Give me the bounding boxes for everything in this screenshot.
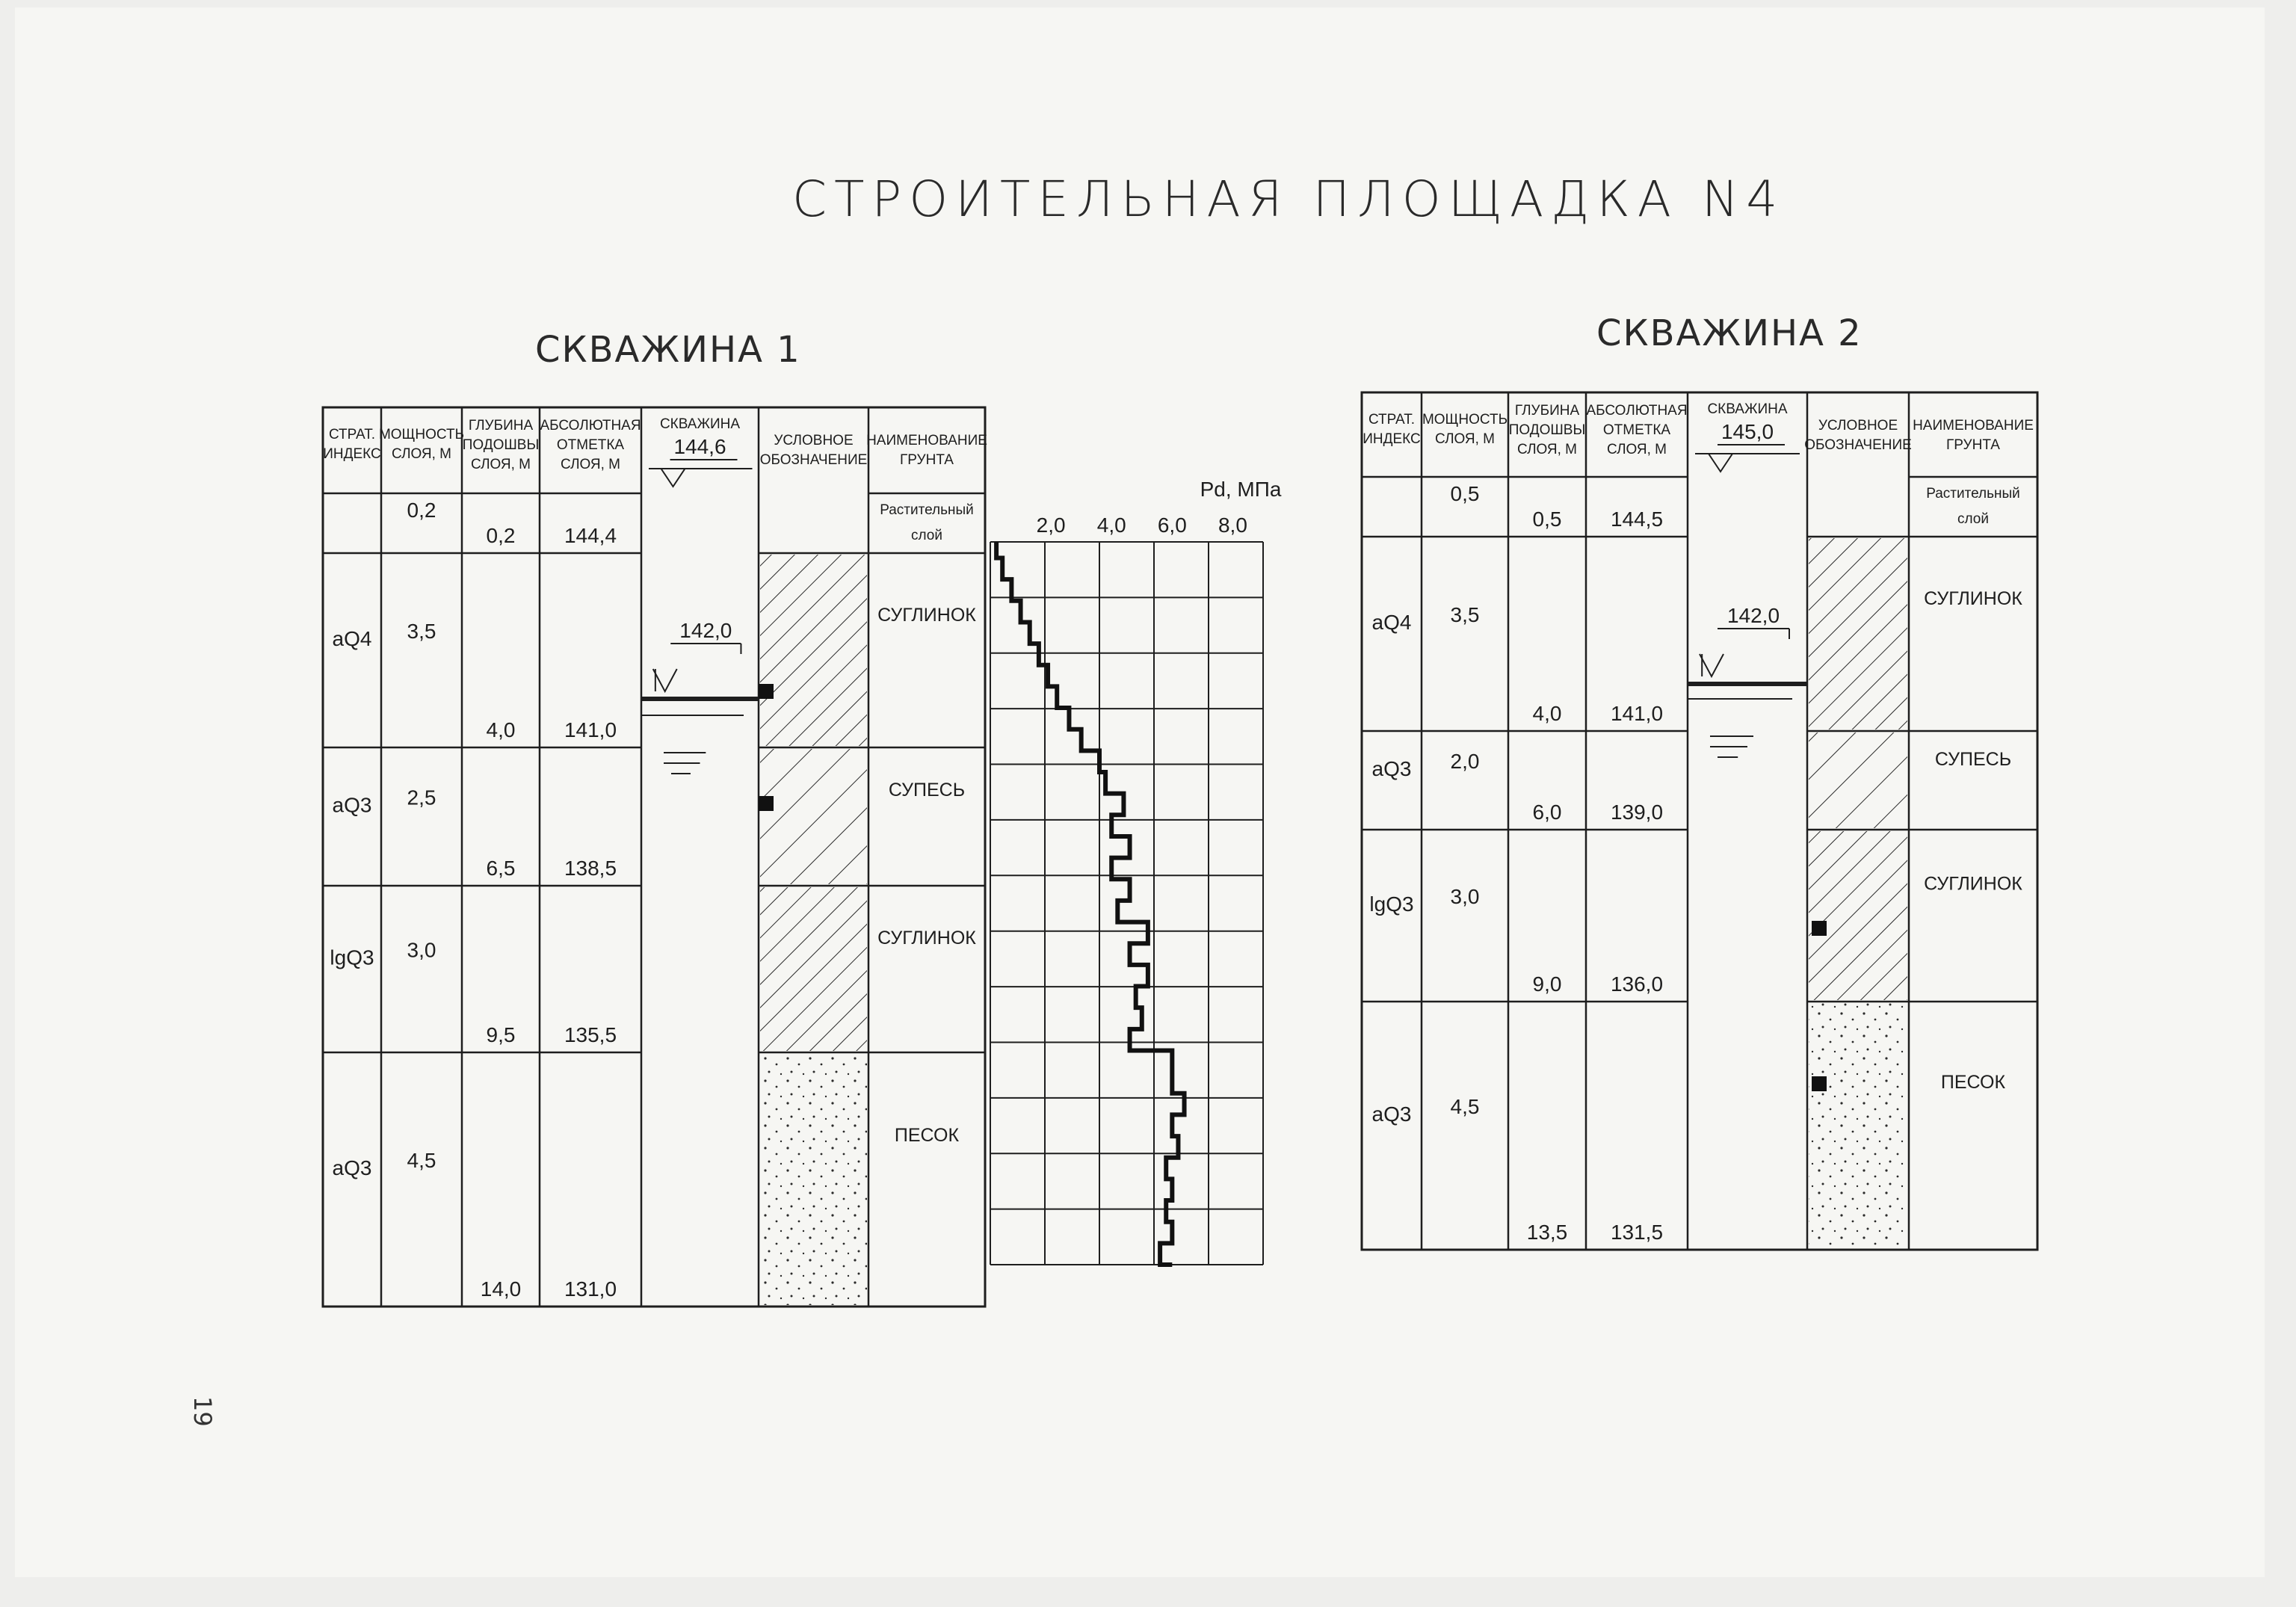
page-number: 19: [188, 1396, 217, 1427]
x-axis-label: Pd, МПа: [1200, 478, 1282, 501]
strat-index: aQ4: [1371, 611, 1412, 634]
strat-index: aQ3: [1371, 1102, 1412, 1126]
soil-name: СУПЕСЬ: [888, 779, 966, 801]
layer-depth: 0,5: [1532, 508, 1562, 531]
layer-depth: 4,0: [1532, 702, 1562, 725]
soil-name: СУГЛИНОК: [1924, 873, 2022, 895]
column-header: МОЩНОСТЬ: [378, 427, 465, 442]
strat-index: aQ4: [332, 627, 372, 650]
soil-hatch: [1809, 1003, 1907, 1248]
column-header: ГРУНТА: [1946, 437, 2000, 453]
column-header: НАИМЕНОВАНИЕ: [1913, 418, 2034, 434]
layer-elevation: 141,0: [564, 718, 617, 741]
penetration-chart: [990, 478, 1282, 1265]
soil-hatch: [1809, 538, 1907, 730]
column-header: ГРУНТА: [900, 452, 954, 468]
layer-elevation: 141,0: [1610, 702, 1664, 725]
layer-thickness: 3,0: [1450, 885, 1480, 908]
column-header: СЛОЯ, М: [1516, 442, 1578, 457]
column-header: СЛОЯ, М: [1606, 442, 1667, 457]
column-header: УСЛОВНОЕ: [1818, 418, 1898, 434]
strat-index: aQ3: [332, 793, 372, 817]
layer-thickness: 4,5: [1450, 1095, 1480, 1118]
well-1-log: [323, 407, 987, 1307]
layer-elevation: 139,0: [1610, 801, 1664, 824]
layer-depth: 6,0: [1532, 801, 1562, 824]
x-tick-label: 4,0: [1096, 513, 1126, 537]
layer-thickness: 0,2: [407, 499, 436, 522]
layer-elevation: 144,5: [1610, 508, 1664, 531]
layer-thickness: 3,5: [407, 620, 436, 643]
water-level-label: 142,0: [1726, 604, 1780, 627]
well-1-title: СКВАЖИНА 1: [535, 329, 801, 371]
sample-marker: [759, 796, 774, 811]
column-header: ПОДОШВЫ: [462, 437, 540, 453]
column-header: АБСОЛЮТНАЯ: [1586, 403, 1688, 419]
column-header: ПОДОШВЫ: [1508, 422, 1586, 438]
x-tick-label: 2,0: [1036, 513, 1066, 537]
soil-hatch: [760, 1054, 867, 1305]
column-header: ГЛУБИНА: [1514, 403, 1580, 419]
well-column-header: СКВАЖИНА: [1707, 401, 1788, 417]
layer-depth: 13,5: [1526, 1221, 1568, 1244]
layer-thickness: 3,0: [407, 938, 436, 962]
column-header: ОТМЕТКА: [556, 437, 625, 453]
soil-name: СУПЕСЬ: [1934, 749, 2012, 771]
layer-depth: 4,0: [486, 718, 516, 741]
column-header: УСЛОВНОЕ: [774, 433, 854, 448]
column-header: НАИМЕНОВАНИЕ: [866, 433, 987, 448]
column-header: АБСОЛЮТНАЯ: [540, 418, 641, 434]
column-header: ГЛУБИНА: [468, 418, 534, 434]
soil-name: Растительный: [1926, 486, 2020, 502]
layer-thickness: 2,0: [1450, 750, 1480, 773]
layer-thickness: 0,5: [1450, 482, 1480, 505]
layer-thickness: 3,5: [1450, 603, 1480, 626]
column-header: ИНДЕКС: [323, 446, 381, 462]
column-header: СЛОЯ, М: [560, 457, 621, 472]
soil-name: Растительный: [880, 502, 974, 518]
strat-index: lgQ3: [1369, 892, 1414, 916]
sample-marker: [1812, 921, 1827, 936]
water-level-icon: [653, 669, 677, 691]
ground-level-icon: [661, 469, 685, 487]
sample-marker: [759, 684, 774, 699]
soil-hatch: [1809, 831, 1907, 1000]
layer-thickness: 4,5: [407, 1149, 436, 1172]
soil-hatch: [760, 749, 867, 884]
strat-index: lgQ3: [330, 946, 374, 969]
water-level-icon: [1700, 654, 1723, 676]
column-header: СТРАТ.: [328, 427, 376, 442]
column-header: ОТМЕТКА: [1602, 422, 1671, 438]
layer-elevation: 136,0: [1610, 972, 1664, 996]
soil-name: СУГЛИНОК: [877, 928, 976, 949]
x-tick-label: 8,0: [1218, 513, 1247, 537]
soil-name: слой: [1957, 511, 1989, 527]
column-header: ОБОЗНАЧЕНИЕ: [759, 452, 868, 468]
soil-hatch: [760, 887, 867, 1051]
layer-thickness: 2,5: [407, 786, 436, 809]
pd-profile-line: [996, 542, 1184, 1265]
soil-hatch: [1809, 732, 1907, 828]
column-header: ОБОЗНАЧЕНИЕ: [1804, 437, 1912, 453]
layer-elevation: 131,0: [564, 1277, 617, 1301]
layer-depth: 0,2: [486, 524, 516, 547]
soil-hatch: [760, 555, 867, 746]
water-level-label: 142,0: [679, 619, 732, 642]
soil-name: СУГЛИНОК: [1924, 588, 2022, 609]
layer-elevation: 131,5: [1610, 1221, 1664, 1244]
layer-elevation: 144,4: [564, 524, 617, 547]
layer-elevation: 138,5: [564, 857, 617, 880]
column-header: СЛОЯ, М: [391, 446, 452, 462]
layer-depth: 9,0: [1532, 972, 1562, 996]
soil-name: ПЕСОК: [1940, 1072, 2006, 1094]
layer-depth: 14,0: [480, 1277, 522, 1301]
layer-depth: 9,5: [486, 1023, 516, 1046]
well-head-elevation: 145,0: [1721, 420, 1774, 443]
strat-index: aQ3: [1371, 757, 1412, 780]
column-header: ИНДЕКС: [1363, 431, 1421, 447]
sample-marker: [1812, 1076, 1827, 1091]
column-header: СТРАТ.: [1368, 412, 1416, 428]
page-title: СТРОИТЕЛЬНАЯ ПЛОЩАДКА N4: [792, 170, 1786, 228]
well-2-title: СКВАЖИНА 2: [1596, 312, 1863, 354]
column-header: МОЩНОСТЬ: [1422, 412, 1508, 428]
column-header: СЛОЯ, М: [470, 457, 531, 472]
strat-index: aQ3: [332, 1156, 372, 1179]
soil-name: ПЕСОК: [894, 1125, 960, 1146]
column-header: СЛОЯ, М: [1434, 431, 1496, 447]
well-2-log: [1362, 392, 2037, 1250]
soil-name: слой: [911, 528, 942, 543]
x-tick-label: 6,0: [1157, 513, 1187, 537]
layer-depth: 6,5: [486, 857, 516, 880]
well-column-header: СКВАЖИНА: [659, 416, 741, 432]
ground-level-icon: [1709, 454, 1732, 472]
soil-name: СУГЛИНОК: [877, 605, 976, 626]
layer-elevation: 135,5: [564, 1023, 617, 1046]
well-head-elevation: 144,6: [673, 435, 726, 458]
table-frame: [1362, 392, 2037, 1250]
